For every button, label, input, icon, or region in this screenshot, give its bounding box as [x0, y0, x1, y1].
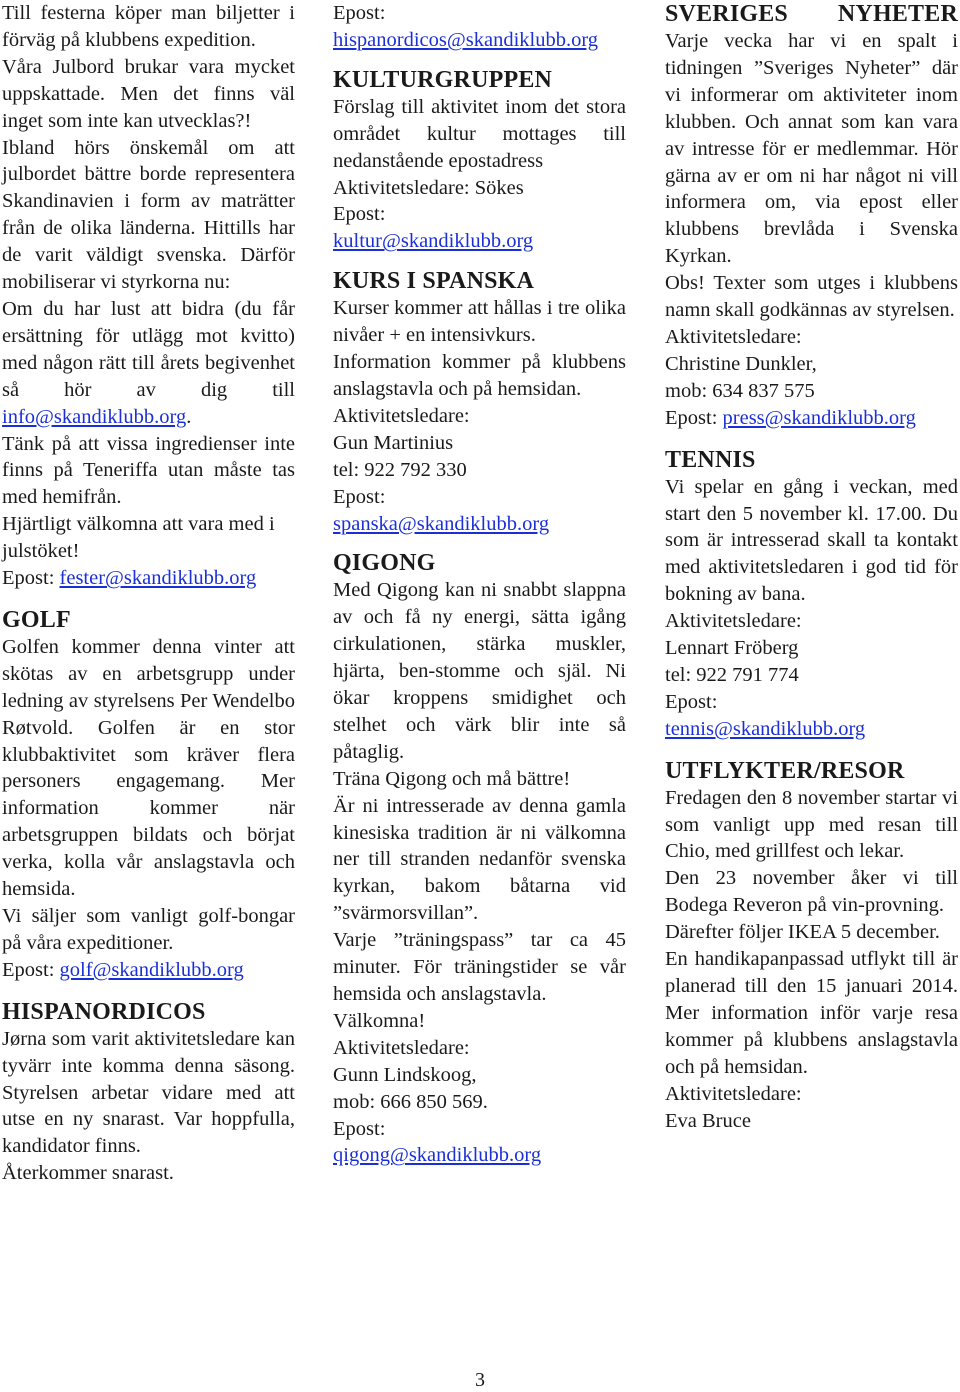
hispanordicos-return: Återkommer snarast.	[2, 1162, 174, 1185]
utflykter-leader-name: Eva Bruce	[665, 1109, 751, 1132]
contribute-end: .	[186, 405, 192, 428]
intro-paragraph-tickets: Till festerna köper man biljetter i förväg på klubbens expedition.	[2, 2, 295, 51]
press-email-link[interactable]: press@skandiklubb.org	[722, 406, 916, 429]
nyheter-leader-name: Christine Dunkler,	[665, 352, 817, 375]
hispanordicos-paragraph: Jørna som varit aktivitetsledare kan tyvärr inte komma denna säsong. Styrelsen arbetar vidare med att utse en ny snarast. Var hoppfulla, kandidator finns.	[2, 1027, 295, 1158]
column-2	[333, 0, 626, 1169]
qigong-email-link[interactable]: qigong@skandiklubb.org	[333, 1144, 542, 1167]
fester-epost-line	[2, 565, 295, 592]
utflykter-heading: UTFLYKTER/RESOR	[665, 757, 905, 784]
nyheter-heading: SVERIGES NYHETER	[665, 1, 958, 27]
column-1	[2, 0, 295, 1187]
spanska-heading: KURS I SPANSKA	[333, 268, 535, 295]
intro-paragraph-wishes: Ibland hörs önskemål om att julbordet bättre borde representera Skandinavien i form av maträtter från de olika länderna. Hittills har de varit väldigt svenska. Därför mobiliserar vi styrkorna nu:	[2, 136, 295, 294]
tennis-leader-name: Lennart Fröberg	[665, 637, 799, 660]
intro-paragraph-contribute	[2, 296, 295, 431]
hispanordicos-epost-label: Epost:	[333, 2, 386, 24]
spanska-tel: tel: 922 792 330	[333, 458, 467, 481]
epost-label: Epost:	[665, 406, 723, 429]
utflykter-paragraph-bodega: Den 23 november åker vi till Bodega Reveron på vin-provning.	[665, 867, 958, 917]
fester-email-link[interactable]: fester@skandiklubb.org	[59, 567, 257, 590]
qigong-paragraph-train: Träna Qigong och må bättre!	[333, 767, 571, 790]
qigong-heading: QIGONG	[333, 550, 436, 577]
intro-paragraph-julbord: Våra Julbord brukar vara mycket uppskattade. Men det finns väl inget som inte kan utvecklas?!	[2, 55, 295, 132]
tennis-leader-label: Aktivitetsledare:	[665, 610, 802, 633]
tennis-email-link[interactable]: tennis@skandiklubb.org	[665, 717, 866, 740]
page-number: 3	[475, 1369, 485, 1391]
qigong-epost-label: Epost:	[333, 1117, 386, 1140]
spanska-email-link[interactable]: spanska@skandiklubb.org	[333, 512, 550, 535]
nyheter-epost-line	[665, 405, 958, 432]
qigong-email-line	[333, 1142, 626, 1169]
hispanordicos-email-line	[333, 27, 626, 54]
nyheter-obs: Obs! Texter som utges i klubbens namn skall godkännas av styrelsen.	[665, 272, 958, 322]
spanska-leader-label: Aktivitetsledare:	[333, 404, 470, 427]
qigong-paragraph-duration: Varje ”träningspass” tar ca 45 minuter. För träningstider se vår hemsida och anslagstavla.	[333, 929, 626, 1005]
golf-epost-line	[2, 957, 295, 984]
kultur-epost-label: Epost:	[333, 203, 386, 226]
tennis-email-line	[665, 716, 958, 743]
contribute-text: Om du har lust att bidra (du får ersättning för utlägg mot kvitto) med någon rätt till årets begivenhet så hör av dig till	[2, 297, 295, 401]
tennis-heading: TENNIS	[665, 446, 756, 473]
epost-label: Epost:	[2, 567, 60, 590]
tennis-paragraph: Vi spelar en gång i veckan, med start den 5 november kl. 17.00. Du som är intresserad skall ta kontakt med aktivitetsledaren i god tid för bokning av bana.	[665, 475, 958, 606]
golf-paragraph: Golfen kommer denna vinter att skötas av en arbetsgrupp under ledning av styrelsens Per Wendelbo Røtvold. Golfen är en stor klubbaktivitet som kräver flera personers engagemang. Mer information kommer när arbetsgruppen bildats och börjat verka, kolla vår anslagstavla och hemsida.	[2, 635, 295, 901]
tennis-epost-label: Epost:	[665, 690, 718, 713]
epost-label: Epost:	[2, 958, 60, 981]
golf-bongar-paragraph: Vi säljer som vanligt golf-bongar på våra expeditioner.	[2, 905, 295, 954]
qigong-paragraph-location: Är ni intresserade av denna gamla kinesiska tradition är ni välkomna ner till stranden nedanför svenska kyrkan, bakom båtarna vid ”svärmorsvillan”.	[333, 794, 626, 925]
spanska-leader-name: Gun Martinius	[333, 431, 454, 454]
utflykter-leader-label: Aktivitetsledare:	[665, 1082, 802, 1105]
kultur-paragraph: Förslag till aktivitet inom det stora området kultur mottages till nedanstående epostadress	[333, 95, 626, 172]
column-3	[665, 0, 958, 1134]
intro-paragraph-ingredients: Tänk på att vissa ingredienser inte finns på Teneriffa utan måste tas med hemifrån.	[2, 432, 295, 509]
utflykter-paragraph-handikap: En handikapanpassad utflykt till är planerad till den 15 januari 2014. Mer information inför varje resa kommer på klubbens anslagstavla och på hemsidan.	[665, 948, 958, 1078]
qigong-leader-name: Gunn Lindskoog,	[333, 1063, 477, 1086]
hispanordicos-heading: HISPANORDICOS	[2, 998, 206, 1025]
spanska-paragraph-levels: Kurser kommer att hållas i tre olika nivåer + en intensivkurs.	[333, 297, 626, 347]
hispanordicos-email-link[interactable]: hispanordicos@skandiklubb.org	[333, 28, 599, 51]
tennis-tel: tel: 922 791 774	[665, 663, 799, 686]
qigong-paragraph-benefits: Med Qigong kan ni snabbt slappna av och få ny energi, sätta igång cirkulationen, stärka muskler, hjärta, ben-stomme och själ. Ni ökar kroppens smidighet och stelhet och värk blir inte så påtaglig.	[333, 579, 626, 763]
golf-heading: GOLF	[2, 606, 71, 633]
utflykter-paragraph-chio: Fredagen den 8 november startar vi som vanligt upp med resan till Chio, med grillfest och lekar.	[665, 786, 958, 863]
spanska-paragraph-info: Information kommer på klubbens anslagstavla och på hemsidan.	[333, 351, 626, 400]
spanska-epost-label: Epost:	[333, 485, 386, 508]
qigong-leader-label: Aktivitetsledare:	[333, 1036, 470, 1059]
intro-paragraph-welcome: Hjärtligt välkomna att vara med i julstöket!	[2, 513, 275, 563]
kultur-leader: Aktivitetsledare: Sökes	[333, 176, 524, 199]
utflykter-paragraph-ikea: Därefter följer IKEA 5 december.	[665, 921, 940, 944]
golf-email-link[interactable]: golf@skandiklubb.org	[59, 958, 244, 981]
kultur-email-line	[333, 228, 626, 255]
kultur-heading: KULTURGRUPPEN	[333, 66, 553, 93]
nyheter-mob: mob: 634 837 575	[665, 379, 815, 402]
nyheter-leader-label: Aktivitetsledare:	[665, 325, 802, 348]
kultur-email-link[interactable]: kultur@skandiklubb.org	[333, 230, 534, 253]
qigong-welcome: Välkomna!	[333, 1009, 426, 1032]
nyheter-paragraph: Varje vecka har vi en spalt i tidningen ”Sveriges Nyheter” där vi informerar om aktiviteter inom klubben. Och annat som kan vara av intresse för er medlemmar. Hör gärna av er om ni har något ni vill informera om, via epost eller klubbens brevlåda i Svenska Kyrkan.	[665, 30, 958, 268]
info-email-link[interactable]: info@skandiklubb.org	[2, 405, 187, 428]
qigong-mob: mob: 666 850 569.	[333, 1090, 488, 1113]
spanska-email-line	[333, 511, 626, 538]
